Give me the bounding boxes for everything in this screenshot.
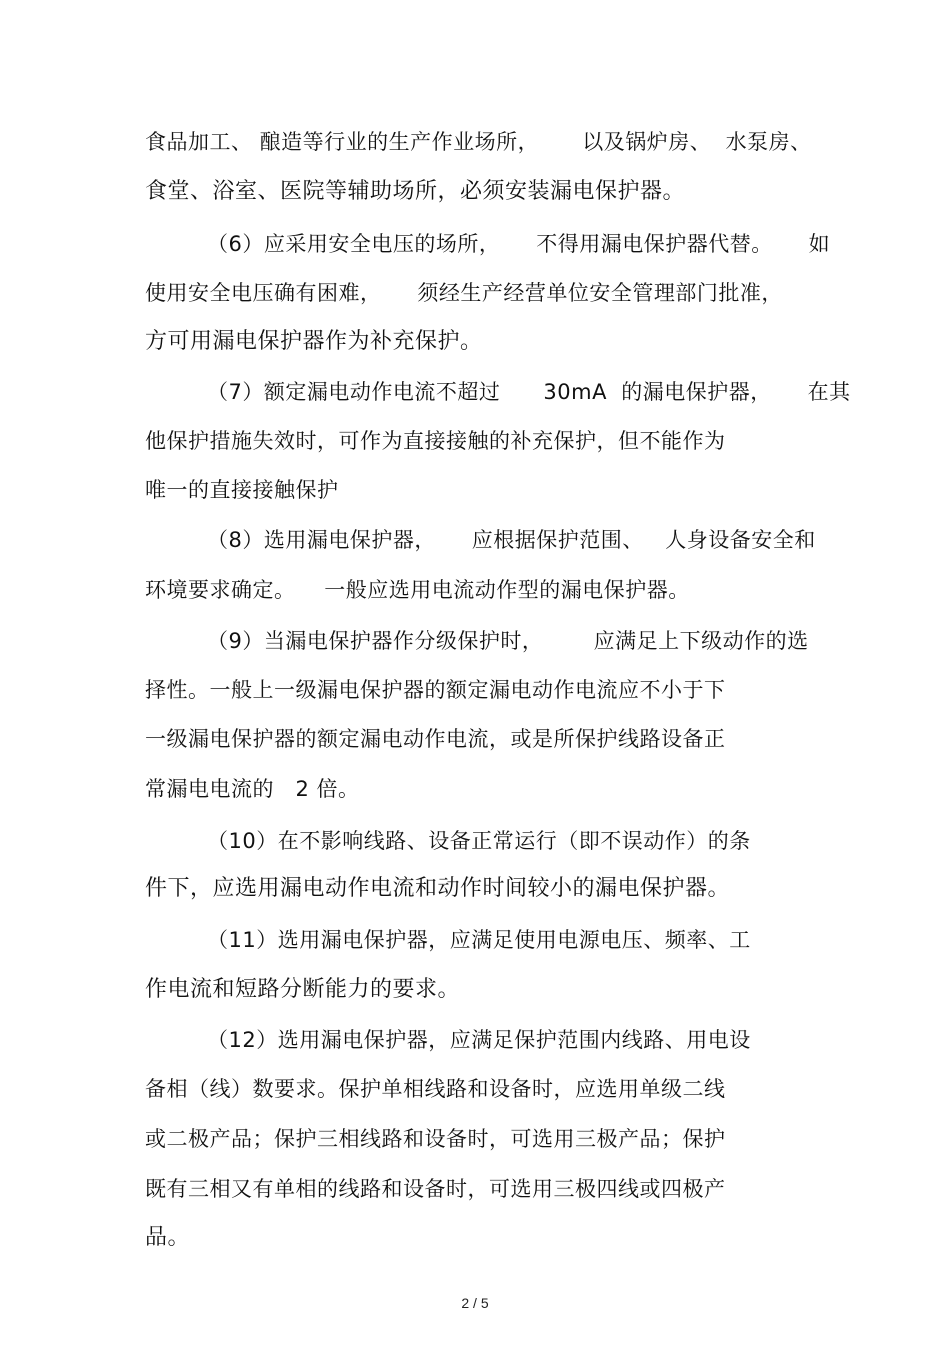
text-line: 或二极产品；保护三相线路和设备时，可选用三极产品；保护: [145, 1127, 726, 1151]
text-line: 唯一的直接接触保护: [145, 478, 339, 502]
text-line: 他保护措施失效时，可作为直接接触的补充保护，但不能作为: [145, 429, 726, 453]
text-line: 择性。一般上一级漏电保护器的额定漏电动作电流应不小于下: [145, 678, 726, 702]
text-line: 使用安全电压确有困难， 须经生产经营单位安全管理部门批准，: [145, 281, 783, 305]
text-line: 食品加工、 酿造等行业的生产作业场所， 以及锅炉房、 水泵房、: [145, 130, 812, 154]
text-line: 备相（线）数要求。保护单相线路和设备时，应选用单级二线: [145, 1077, 726, 1101]
text-line: 环境要求确定。 一般应选用电流动作型的漏电保护器。: [145, 578, 690, 602]
text-line: 既有三相又有单相的线路和设备时，可选用三极四线或四极产: [145, 1177, 726, 1201]
text-line: 食堂、浴室、医院等辅助场所，必须安装漏电保护器。: [145, 179, 686, 204]
text-line: （7）额定漏电动作电流不超过 30mA 的漏电保护器， 在其: [207, 380, 851, 404]
text-line: 件下，应选用漏电动作电流和动作时间较小的漏电保护器。: [145, 876, 731, 901]
text-line: 品。: [145, 1225, 191, 1250]
text-line: （12）选用漏电保护器，应满足保护范围内线路、用电设: [207, 1028, 751, 1052]
page-number: 2 / 5: [461, 1295, 489, 1311]
text-line: 作电流和短路分断能力的要求。: [145, 977, 461, 1002]
text-line: （9）当漏电保护器作分级保护时， 应满足上下级动作的选: [207, 629, 809, 653]
text-line: （6）应采用安全电压的场所， 不得用漏电保护器代替。 如: [207, 232, 831, 256]
text-line: （8）选用漏电保护器， 应根据保护范围、 人身设备安全和: [207, 528, 816, 552]
text-line: 常漏电电流的 2 倍。: [145, 777, 360, 801]
text-line: 一级漏电保护器的额定漏电动作电流，或是所保护线路设备正: [145, 727, 726, 751]
text-line: 方可用漏电保护器作为补充保护。: [145, 329, 483, 354]
text-line: （10）在不影响线路、设备正常运行（即不误动作）的条: [207, 829, 751, 853]
text-line: （11）选用漏电保护器，应满足使用电源电压、频率、工: [207, 928, 751, 952]
